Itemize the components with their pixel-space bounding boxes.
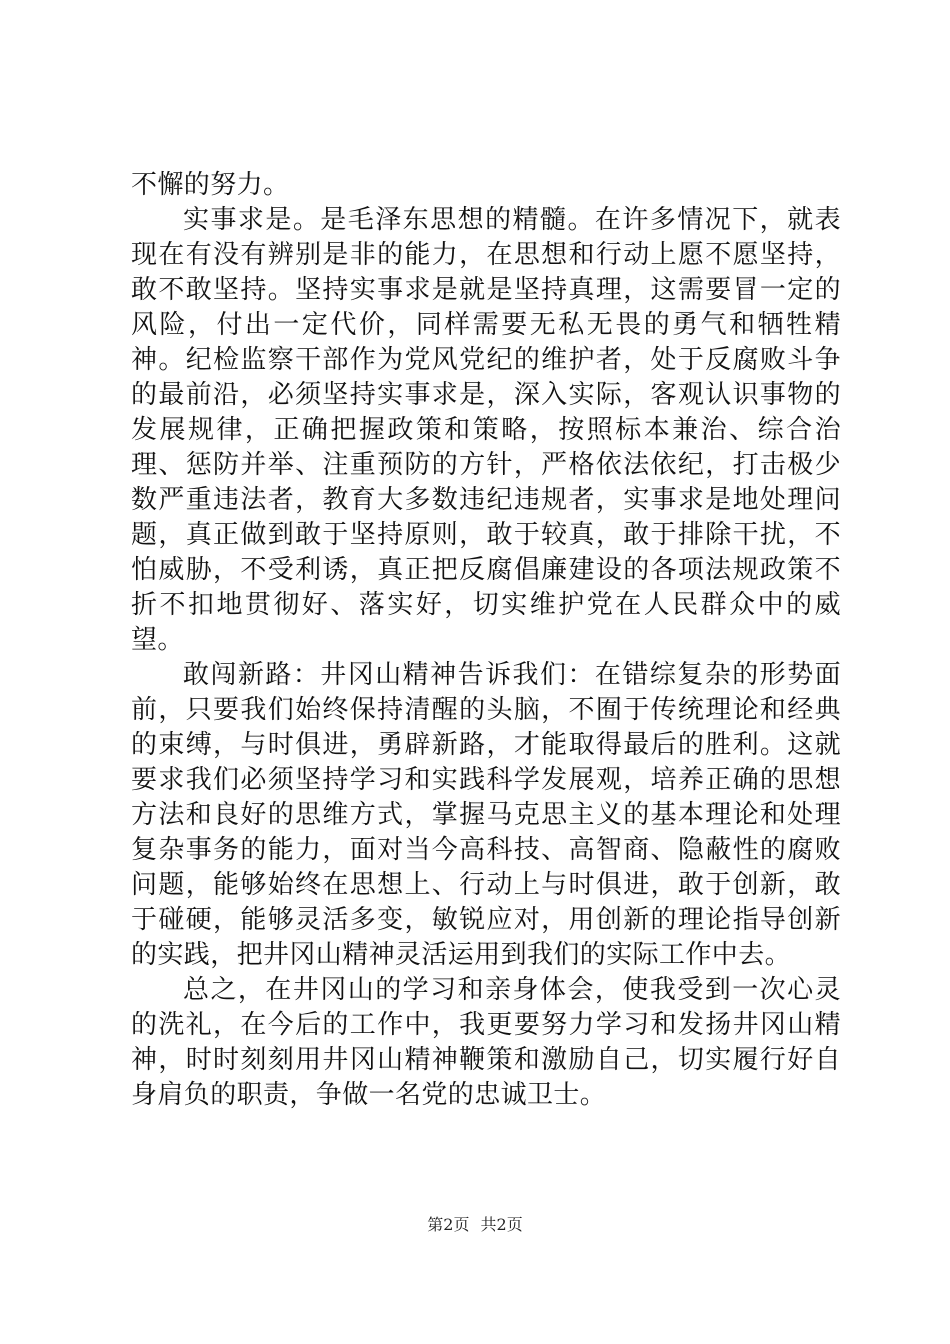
paragraph-new-path: 敢闯新路：井冈山精神告诉我们：在错综复杂的形势面前，只要我们始终保持清醒的头脑，不囿于传统理论和经典的束缚，与时俱进，勇辟新路，才能取得最后的胜利。这就要求我们必须坚持学习和实践科学发展观，培养正确的思想方法和良好的思维方式，掌握马克思主义的基本理论和处理复杂事务的能力，面对当今高科技、高智商、隐蔽性的腐败问题，能够始终在思想上、行动上与时俱进，敢于创新，敢于碰硬，能够灵活多变，敏锐应对，用创新的理论指导创新的实践，把井冈山精神灵活运用到我们的实际工作中去。 xyxy=(131,660,841,970)
paragraph-seek-truth: 实事求是。是毛泽东思想的精髓。在许多情况下，就表现在有没有辨别是非的能力，在思想和行动上愿不愿坚持，敢不敢坚持。坚持实事求是就是坚持真理，这需要冒一定的风险，付出一定代价，同样需要无私无畏的勇气和牺牲精神。纪检监察干部作为党风党纪的维护者，处于反腐败斗争的最前沿，必须坚持实事求是，深入实际，客观认识事物的发展规律，正确把握政策和策略，按照标本兼治、综合治理、惩防并举、注重预防的方针，严格依法依纪，打击极少数严重违法者，教育大多数违纪违规者，实事求是地处理问题，真正做到敢于坚持原则，敢于较真，敢于排除干扰，不怕威胁，不受利诱，真正把反腐倡廉建设的各项法规政策不折不扣地贯彻好、落实好，切实维护党在人民群众中的威望。 xyxy=(131,205,841,655)
paragraph-continuation: 不懈的努力。 xyxy=(131,170,290,200)
page-number-current: 第2页 xyxy=(427,1215,470,1234)
paragraph-conclusion: 总之，在井冈山的学习和亲身体会，使我受到一次心灵的洗礼，在今后的工作中，我更要努力学习和发扬井冈山精神，时时刻刻用井冈山精神鞭策和激励自己，切实履行好自身肩负的职责，争做一名党的忠诚卫士。 xyxy=(131,975,841,1110)
page-number-total: 共2页 xyxy=(480,1215,523,1234)
document-body xyxy=(131,168,841,1113)
page-footer xyxy=(0,1214,950,1236)
